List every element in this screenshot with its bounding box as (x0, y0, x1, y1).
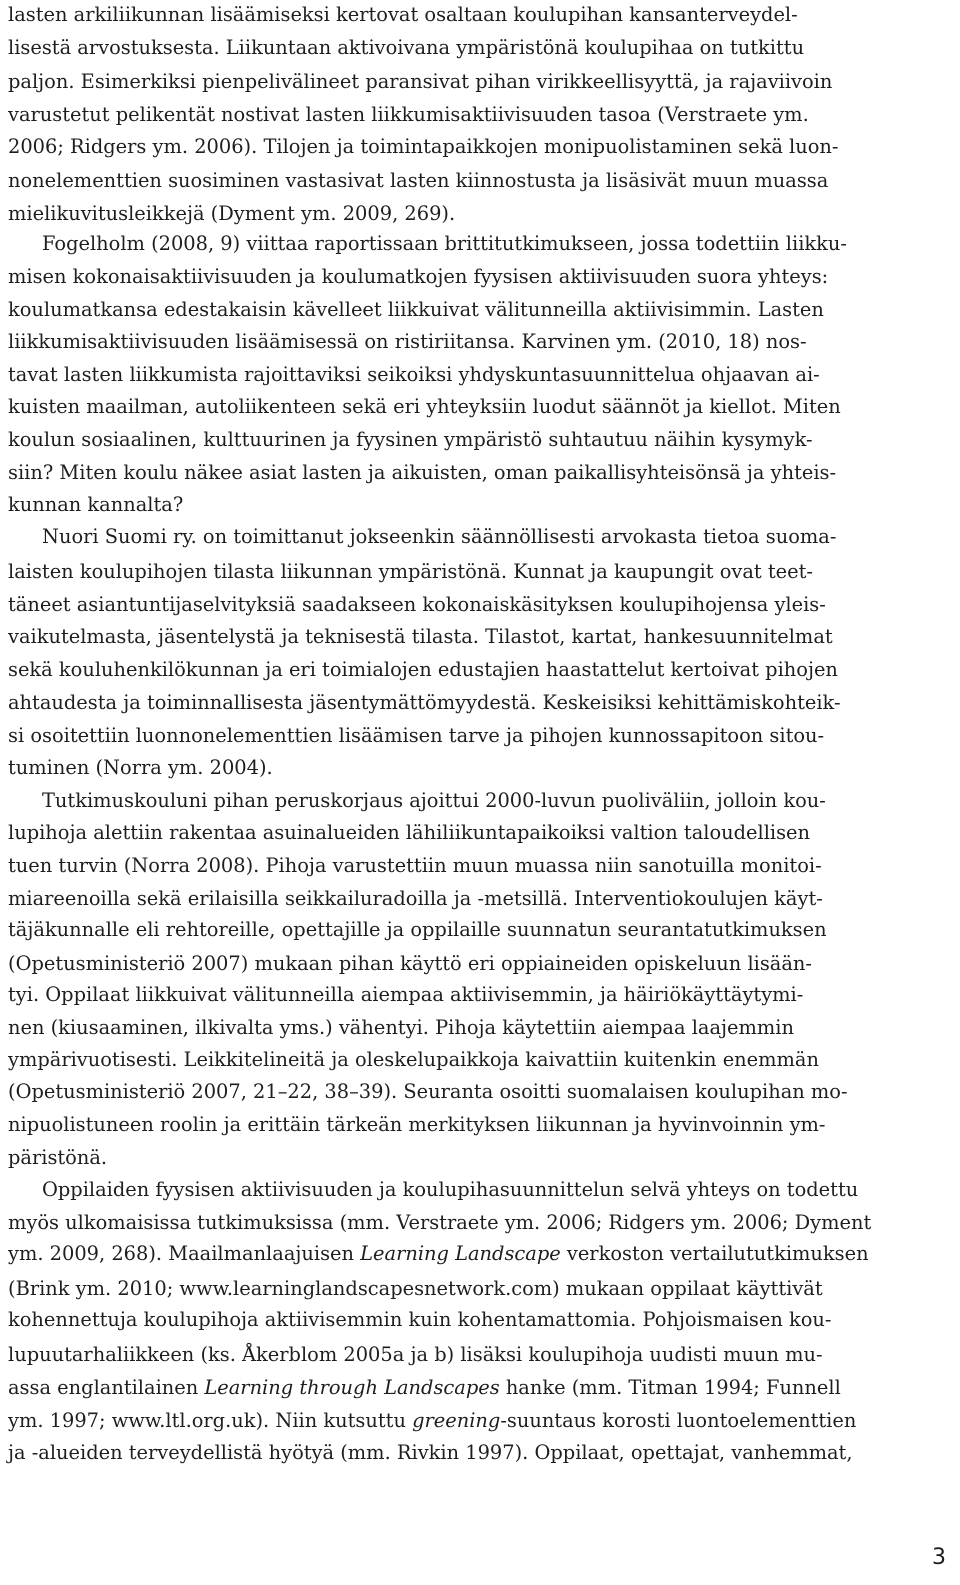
text-line: varustetut pelikentät nostivat lasten liikkumisaktiivisuuden tasoa (Verstraete ym. (8, 103, 809, 126)
text-line: lasten arkiliikunnan lisäämiseksi kertovat osaltaan koulupihan kansanterveydel- (8, 3, 798, 26)
text-line: siin? Miten koulu näkee asiat lasten ja aikuisten, oman paikallisyhteisönsä ja yhteis- (8, 461, 837, 484)
text-line: (Opetusministeriö 2007) mukaan pihan käyttö eri oppiaineiden opiskeluun lisään- (8, 952, 812, 975)
text-line: kuisten maailman, autoliikenteen sekä eri yhteyksiin luodut säännöt ja kiellot. Miten (8, 395, 841, 418)
text-line: tuminen (Norra ym. 2004). (8, 756, 273, 779)
text-line: tyi. Oppilaat liikkuivat välitunneilla aiempaa aktiivisemmin, ja häiriökäyttäytymi- (8, 983, 804, 1006)
text-line: koulun sosiaalinen, kulttuurinen ja fyysinen ympäristö suhtautuu näihin kysymyk- (8, 428, 813, 451)
text-line: vaikutelmasta, jäsentelystä ja teknisestä tilasta. Tilastot, kartat, hankesuunnitelmat (8, 625, 833, 648)
text-line: paljon. Esimerkiksi pienpelivälineet paransivat pihan virikkeellisyyttä, ja rajaviivoin (8, 70, 833, 93)
text-line: (Brink ym. 2010; www.learninglandscapesnetwork.com) mukaan oppilaat käyttivät (8, 1277, 823, 1300)
text-line: Oppilaiden fyysisen aktiivisuuden ja koulupihasuunnittelun selvä yhteys on todettu (42, 1178, 859, 1201)
text-line: lupihoja alettiin rakentaa asuinalueiden lähiliikuntapaikoiksi valtion taloudellisen (8, 821, 811, 844)
text-line: misen kokonaisaktiivisuuden ja koulumatkojen fyysisen aktiivisuuden suora yhteys: (8, 265, 829, 288)
text-line: päristönä. (8, 1146, 108, 1169)
text-line: kohennettuja koulupihoja aktiivisemmin kuin kohentamattomia. Pohjoismaisen kou- (8, 1308, 832, 1331)
text-line: liikkumisaktiivisuuden lisäämisessä on ristiriitansa. Karvinen ym. (2010, 18) nos- (8, 330, 807, 353)
text-line: ahtaudesta ja toiminnallisesta jäsentymättömyydestä. Keskeisiksi kehittämiskohteik- (8, 691, 841, 714)
text-run: ym. 2009, 268). Maailmanlaajuisen (8, 1242, 361, 1265)
text-line (8, 1406, 856, 1436)
text-line: mielikuvitusleikkejä (Dyment ym. 2009, 269). (8, 202, 456, 225)
text-line (8, 1373, 841, 1403)
text-line: Fogelholm (2008, 9) viittaa raportissaan brittitutkimukseen, jossa todettiin liikku- (42, 232, 847, 255)
text-run: -suuntaus korosti luontoelementtien (500, 1409, 857, 1432)
text-line: täjäkunnalle eli rehtoreille, opettajille ja oppilaille suunnatun seurantatutkimuksen (8, 918, 827, 941)
text-line: tavat lasten liikkumista rajoittaviksi seikoiksi yhdyskuntasuunnittelua ohjaavan ai- (8, 363, 820, 386)
text-line: ympärivuotisesti. Leikkitelineitä ja oleskelupaikkoja kaivattiin kuitenkin enemmän (8, 1048, 819, 1071)
italic-term: Learning through Landscapes (204, 1376, 500, 1399)
text-run: verkoston vertailututkimuksen (560, 1242, 869, 1265)
text-line: tuen turvin (Norra 2008). Pihoja varustettiin muun muassa niin sanotuilla monitoi- (8, 854, 822, 877)
text-run: assa englantilainen (8, 1376, 205, 1399)
text-line: si osoitettiin luonnonelementtien lisäämisen tarve ja pihojen kunnossapitoon sitou- (8, 724, 825, 747)
text-line: koulumatkansa edestakaisin kävelleet liikkuivat välitunneilla aktiivisimmin. Lasten (8, 298, 824, 321)
page-number: 3 (932, 1545, 946, 1570)
italic-term: greening (412, 1409, 501, 1432)
text-line: miareenoilla sekä erilaisilla seikkailuradoilla ja -metsillä. Interventiokoulujen käyt- (8, 887, 823, 910)
text-line: ja -alueiden terveydellistä hyötyä (mm. Rivkin 1997). Oppilaat, opettajat, vanhemmat, (8, 1441, 853, 1464)
text-line: laisten koulupihojen tilasta liikunnan ympäristönä. Kunnat ja kaupungit ovat teet- (8, 560, 813, 583)
text-line: lupuutarhaliikkeen (ks. Åkerblom 2005a ja b) lisäksi koulupihoja uudisti muun mu- (8, 1343, 823, 1366)
text-line: sekä kouluhenkilökunnan ja eri toimialojen edustajien haastattelut kertoivat pihojen (8, 658, 838, 681)
text-line: nonelementtien suosiminen vastasivat lasten kiinnostusta ja lisäsivät muun muassa (8, 169, 829, 192)
text-line: lisestä arvostuksesta. Liikuntaan aktivoivana ympäristönä koulupihaa on tutkittu (8, 36, 805, 59)
text-line: täneet asiantuntijaselvityksiä saadakseen kokonaiskäsityksen koulupihojensa yleis- (8, 593, 826, 616)
text-line: nipuolistuneen roolin ja erittäin tärkeän merkityksen liikunnan ja hyvinvoinnin ym- (8, 1113, 826, 1136)
text-line (8, 1239, 869, 1269)
text-line: myös ulkomaisissa tutkimuksissa (mm. Verstraete ym. 2006; Ridgers ym. 2006; Dyment (8, 1211, 872, 1234)
text-line: (Opetusministeriö 2007, 21–22, 38–39). Seuranta osoitti suomalaisen koulupihan mo- (8, 1080, 848, 1103)
text-line: Tutkimuskouluni pihan peruskorjaus ajoittui 2000-luvun puoliväliin, jolloin kou- (42, 789, 826, 812)
text-run: hanke (mm. Titman 1994; Funnell (499, 1376, 841, 1399)
text-line: kunnan kannalta? (8, 493, 184, 516)
text-run: ym. 1997; www.ltl.org.uk). Niin kutsuttu (8, 1409, 413, 1432)
italic-term: Learning Landscape (360, 1242, 561, 1265)
text-line: 2006; Ridgers ym. 2006). Tilojen ja toimintapaikkojen monipuolistaminen sekä luon- (8, 135, 839, 158)
text-line: nen (kiusaaminen, ilkivalta yms.) vähentyi. Pihoja käytettiin aiempaa laajemmin (8, 1016, 794, 1039)
text-line: Nuori Suomi ry. on toimittanut jokseenkin säännöllisesti arvokasta tietoa suoma- (42, 525, 837, 548)
